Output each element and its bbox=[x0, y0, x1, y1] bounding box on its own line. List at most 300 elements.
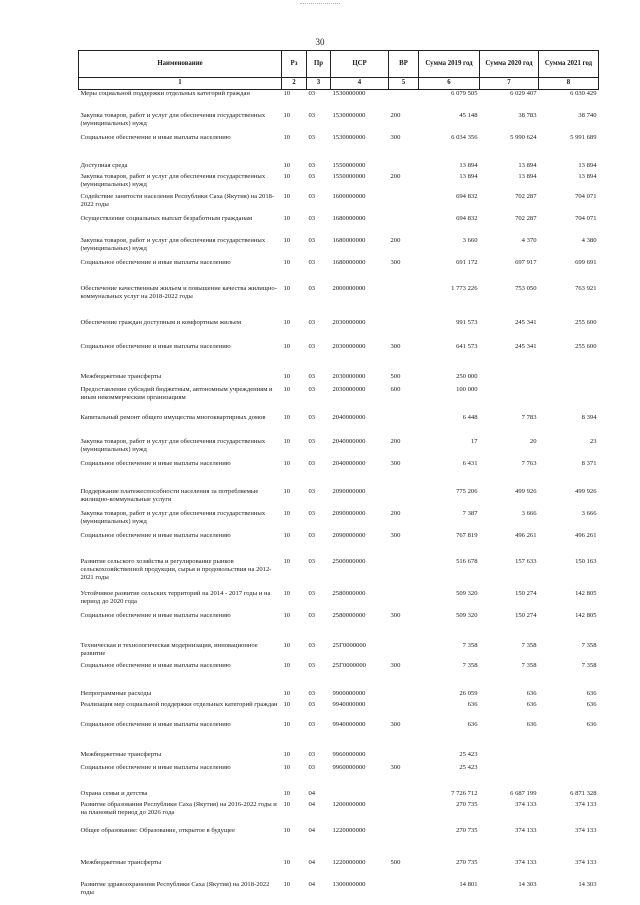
row-pr: 03 bbox=[308, 111, 316, 119]
row-pr: 03 bbox=[308, 413, 316, 421]
row-sum-2021: 4 380 bbox=[581, 236, 597, 244]
row-sum-2021: 14 303 bbox=[578, 880, 597, 888]
row-rz: 10 bbox=[283, 641, 291, 649]
row-name: Закупка товаров, работ и услуг для обеспечения государственных (муниципальных) нужд bbox=[80, 437, 266, 453]
row-rz: 10 bbox=[283, 437, 291, 445]
row-name: Обеспечение граждан доступным и комфортным жильем bbox=[80, 318, 242, 326]
row-sum-2019: 509 320 bbox=[456, 611, 478, 619]
row-sum-2021: 636 bbox=[586, 720, 597, 728]
row-rz: 10 bbox=[283, 750, 291, 758]
row-csr: 1680000000 bbox=[332, 258, 366, 266]
row-name: Реализация мер социальной поддержки отдельных категорий граждан bbox=[80, 700, 278, 708]
row-rz: 10 bbox=[283, 826, 291, 834]
row-csr: 2090000000 bbox=[332, 487, 366, 495]
row-name: Охрана семьи и детства bbox=[80, 789, 148, 797]
row-name: Обеспечение качественным жильем и повышение качества жилищно-коммунальных услуг на 2018-2022 годы bbox=[80, 284, 277, 300]
row-sum-2019: 775 206 bbox=[456, 487, 478, 495]
row-csr: 1680000000 bbox=[332, 236, 366, 244]
row-pr: 03 bbox=[308, 192, 316, 200]
row-vr: 200 bbox=[390, 172, 401, 180]
row-name: Осуществление социальных выплат безработным гражданам bbox=[80, 214, 253, 222]
row-sum-2021: 636 bbox=[586, 689, 597, 697]
row-vr: 300 bbox=[390, 763, 401, 771]
row-rz: 10 bbox=[283, 161, 291, 169]
row-csr: 9960000000 bbox=[332, 763, 366, 771]
row-sum-2019: 270 735 bbox=[456, 826, 478, 834]
row-rz: 10 bbox=[283, 372, 291, 380]
row-sum-2019: 14 801 bbox=[459, 880, 478, 888]
table-row bbox=[79, 414, 599, 438]
row-pr: 03 bbox=[308, 641, 316, 649]
row-sum-2020: 7 783 bbox=[521, 413, 537, 421]
row-sum-2021: 150 163 bbox=[575, 557, 597, 565]
row-pr: 03 bbox=[308, 763, 316, 771]
row-vr bbox=[389, 590, 419, 612]
row-sum-2020: 245 341 bbox=[515, 342, 537, 350]
row-pr: 03 bbox=[308, 172, 316, 180]
row-sum-2020: 38 783 bbox=[518, 111, 537, 119]
row-vr bbox=[389, 701, 419, 721]
row-pr: 03 bbox=[308, 342, 316, 350]
row-sum-2021: 7 358 bbox=[581, 641, 597, 649]
row-sum-2019: 767 819 bbox=[456, 531, 478, 539]
row-sum-2021: 7 358 bbox=[581, 661, 597, 669]
row-sum-2020: 5 990 624 bbox=[510, 133, 537, 141]
row-csr: 1530000000 bbox=[332, 133, 366, 141]
row-sum-2021: 13 894 bbox=[578, 161, 597, 169]
row-sum-2020: 157 633 bbox=[515, 557, 537, 565]
row-sum-2021: 142 805 bbox=[575, 611, 597, 619]
row-vr: 300 bbox=[390, 459, 401, 467]
row-vr bbox=[389, 215, 419, 237]
row-name: Социальное обеспечение и иные выплаты населению bbox=[80, 258, 231, 266]
row-sum-2019: 694 832 bbox=[456, 214, 478, 222]
row-sum-2019: 6 431 bbox=[462, 459, 478, 467]
row-sum-2019: 250 000 bbox=[456, 372, 478, 380]
col-header-2020: Сумма 2020 год bbox=[480, 51, 539, 78]
row-csr: 9900000000 bbox=[332, 689, 366, 697]
table-row bbox=[79, 662, 599, 690]
row-sum-2021: 699 691 bbox=[575, 258, 597, 266]
row-name: Устойчивое развитие сельских территорий на 2014 - 2017 годы и на период до 2020 года bbox=[80, 589, 271, 605]
row-rz: 10 bbox=[283, 589, 291, 597]
row-csr: 2580000000 bbox=[332, 611, 366, 619]
table-row bbox=[79, 215, 599, 237]
col-header-2021: Сумма 2021 год bbox=[539, 51, 599, 78]
row-rz: 10 bbox=[283, 258, 291, 266]
row-csr: 1550000000 bbox=[332, 172, 366, 180]
row-pr: 03 bbox=[308, 318, 316, 326]
row-pr: 03 bbox=[308, 258, 316, 266]
row-sum-2020: 697 917 bbox=[515, 258, 537, 266]
row-pr: 03 bbox=[308, 214, 316, 222]
row-sum-2020: 636 bbox=[526, 720, 537, 728]
row-vr: 200 bbox=[390, 509, 401, 517]
row-name: Социальное обеспечение и иные выплаты населению bbox=[80, 763, 231, 771]
row-name: Капитальный ремонт общего имущества многоквартирных домов bbox=[80, 413, 266, 421]
row-csr: 2040000000 bbox=[332, 413, 366, 421]
row-name: Социальное обеспечение и иные выплаты населению bbox=[80, 661, 231, 669]
row-rz: 10 bbox=[283, 111, 291, 119]
row-csr: 1530000000 bbox=[332, 90, 366, 97]
col-number: 5 bbox=[389, 78, 419, 90]
row-vr bbox=[389, 801, 419, 827]
col-number: 8 bbox=[539, 78, 599, 90]
row-vr: 300 bbox=[390, 258, 401, 266]
table-row bbox=[79, 343, 599, 373]
row-sum-2021: 374 133 bbox=[575, 800, 597, 808]
row-sum-2020: 7 358 bbox=[521, 641, 537, 649]
row-vr bbox=[389, 558, 419, 590]
table-row bbox=[79, 751, 599, 764]
row-rz: 10 bbox=[283, 689, 291, 697]
row-sum-2020: 245 341 bbox=[515, 318, 537, 326]
row-sum-2019: 991 573 bbox=[456, 318, 478, 326]
table-row bbox=[79, 319, 599, 343]
col-header-rz: Рз bbox=[282, 51, 307, 78]
row-rz: 10 bbox=[283, 133, 291, 141]
row-sum-2019: 13 894 bbox=[459, 172, 478, 180]
row-sum-2021: 374 133 bbox=[575, 826, 597, 834]
row-sum-2020: 150 274 bbox=[515, 611, 537, 619]
row-sum-2019: 100 000 bbox=[456, 385, 478, 393]
table-row bbox=[79, 701, 599, 721]
row-vr bbox=[389, 690, 419, 701]
row-sum-2020: 7 358 bbox=[521, 661, 537, 669]
row-pr: 03 bbox=[308, 611, 316, 619]
row-sum-2020: 14 303 bbox=[518, 880, 537, 888]
row-csr: 2000000000 bbox=[332, 284, 366, 292]
row-sum-2021: 6 030 429 bbox=[570, 90, 597, 97]
table-row bbox=[79, 690, 599, 701]
row-name: Социальное обеспечение и иные выплаты населению bbox=[80, 133, 231, 141]
row-csr: 1550000000 bbox=[332, 161, 366, 169]
row-vr bbox=[389, 790, 419, 801]
row-sum-2020: 702 287 bbox=[515, 192, 537, 200]
row-sum-2020: 499 926 bbox=[515, 487, 537, 495]
row-sum-2019: 6 079 505 bbox=[451, 90, 478, 97]
row-sum-2019: 516 678 bbox=[456, 557, 478, 565]
row-sum-2019: 641 573 bbox=[456, 342, 478, 350]
row-vr bbox=[389, 827, 419, 859]
row-vr: 300 bbox=[390, 133, 401, 141]
row-vr bbox=[389, 414, 419, 438]
row-rz: 10 bbox=[283, 557, 291, 565]
row-rz: 10 bbox=[283, 459, 291, 467]
row-sum-2020 bbox=[480, 764, 539, 790]
row-vr bbox=[389, 881, 419, 905]
row-pr: 03 bbox=[308, 589, 316, 597]
row-sum-2021: 704 071 bbox=[575, 192, 597, 200]
row-sum-2019: 1 773 226 bbox=[451, 284, 478, 292]
row-pr: 04 bbox=[308, 880, 316, 888]
row-sum-2019: 270 735 bbox=[456, 858, 478, 866]
row-csr: 2030000000 bbox=[332, 372, 366, 380]
row-sum-2019: 25 423 bbox=[459, 750, 478, 758]
col-header-pr: Пр bbox=[307, 51, 331, 78]
row-pr: 03 bbox=[308, 372, 316, 380]
row-name: Непрограммные расходы bbox=[80, 689, 152, 697]
table-row bbox=[79, 193, 599, 215]
table-row bbox=[79, 460, 599, 488]
row-pr: 03 bbox=[308, 661, 316, 669]
row-vr: 200 bbox=[390, 111, 401, 119]
table-row bbox=[79, 134, 599, 162]
row-sum-2019: 7 358 bbox=[462, 641, 478, 649]
row-sum-2021: 5 991 689 bbox=[570, 133, 597, 141]
row-sum-2019: 270 735 bbox=[456, 800, 478, 808]
row-sum-2021 bbox=[539, 764, 599, 790]
row-name: Социальное обеспечение и иные выплаты населению bbox=[80, 611, 231, 619]
row-sum-2021: 636 bbox=[586, 700, 597, 708]
row-vr bbox=[389, 285, 419, 319]
row-rz: 10 bbox=[283, 800, 291, 808]
table-row bbox=[79, 90, 599, 112]
row-csr: 1300000000 bbox=[332, 880, 366, 888]
row-sum-2020: 636 bbox=[526, 689, 537, 697]
row-vr bbox=[389, 162, 419, 173]
row-sum-2020 bbox=[480, 373, 539, 386]
row-pr: 03 bbox=[308, 133, 316, 141]
row-sum-2021: 499 926 bbox=[575, 487, 597, 495]
row-csr: 25Г0000000 bbox=[332, 641, 366, 649]
row-name: Доступная среда bbox=[80, 161, 128, 169]
col-number: 6 bbox=[419, 78, 480, 90]
col-header-vr: ВР bbox=[389, 51, 419, 78]
row-sum-2020: 6 029 407 bbox=[510, 90, 537, 97]
row-pr: 03 bbox=[308, 437, 316, 445]
row-vr: 300 bbox=[390, 661, 401, 669]
row-csr: 2500000000 bbox=[332, 557, 366, 565]
row-sum-2020: 753 050 bbox=[515, 284, 537, 292]
row-sum-2020: 7 763 bbox=[521, 459, 537, 467]
row-rz: 10 bbox=[283, 284, 291, 292]
row-rz: 10 bbox=[283, 611, 291, 619]
row-vr bbox=[389, 751, 419, 764]
table-row bbox=[79, 532, 599, 558]
row-pr: 03 bbox=[308, 700, 316, 708]
row-csr: 9940000000 bbox=[332, 700, 366, 708]
row-name: Социальное обеспечение и иные выплаты населению bbox=[80, 720, 231, 728]
row-sum-2021: 704 071 bbox=[575, 214, 597, 222]
row-name: Развитие образования Республики Саха (Якутия) на 2016-2022 годы и на плановый период до 2026 года bbox=[80, 800, 277, 816]
row-csr: 1220000000 bbox=[332, 826, 366, 834]
row-rz: 10 bbox=[283, 789, 291, 797]
row-csr: 2030000000 bbox=[332, 342, 366, 350]
row-name: Межбюджетные трансферты bbox=[80, 372, 162, 380]
row-csr: 2090000000 bbox=[332, 531, 366, 539]
row-sum-2020 bbox=[480, 386, 539, 414]
col-header-2019: Сумма 2019 год bbox=[419, 51, 480, 78]
row-vr bbox=[389, 488, 419, 510]
row-sum-2019: 636 bbox=[467, 720, 478, 728]
row-sum-2021: 6 871 328 bbox=[570, 789, 597, 797]
row-name: Развитие здравоохранения Республики Саха (Якутия) на 2018-2022 годы bbox=[80, 880, 270, 896]
row-vr bbox=[389, 193, 419, 215]
row-rz: 10 bbox=[283, 700, 291, 708]
table-row bbox=[79, 112, 599, 134]
row-name: Содействие занятости населения Республики Саха (Якутия) на 2018-2022 годы bbox=[80, 192, 275, 208]
row-vr: 200 bbox=[390, 236, 401, 244]
row-sum-2019: 13 894 bbox=[459, 161, 478, 169]
row-rz: 10 bbox=[283, 487, 291, 495]
row-vr: 200 bbox=[390, 437, 401, 445]
row-vr bbox=[389, 642, 419, 662]
table-row bbox=[79, 612, 599, 642]
row-name: Социальное обеспечение и иные выплаты населению bbox=[80, 531, 231, 539]
table-row bbox=[79, 558, 599, 590]
row-sum-2019: 3 660 bbox=[462, 236, 478, 244]
row-sum-2019: 17 bbox=[470, 437, 478, 445]
row-csr: 2090000000 bbox=[332, 509, 366, 517]
table-row bbox=[79, 510, 599, 532]
row-rz: 10 bbox=[283, 172, 291, 180]
row-vr bbox=[389, 90, 419, 112]
col-number: 1 bbox=[79, 78, 282, 90]
row-rz: 10 bbox=[283, 858, 291, 866]
row-pr: 03 bbox=[308, 459, 316, 467]
row-csr: 1220000000 bbox=[332, 858, 366, 866]
row-pr: 03 bbox=[308, 531, 316, 539]
header-number-row bbox=[79, 78, 599, 90]
row-csr: 1680000000 bbox=[332, 214, 366, 222]
row-vr: 500 bbox=[390, 372, 401, 380]
row-sum-2021: 8 394 bbox=[581, 413, 597, 421]
row-sum-2020: 4 370 bbox=[521, 236, 537, 244]
col-header-csr: ЦСР bbox=[331, 51, 389, 78]
row-sum-2019: 6 034 356 bbox=[451, 133, 478, 141]
col-number: 3 bbox=[307, 78, 331, 90]
row-pr: 03 bbox=[308, 487, 316, 495]
table-row bbox=[79, 237, 599, 259]
row-sum-2019: 636 bbox=[467, 700, 478, 708]
row-sum-2020: 13 894 bbox=[518, 172, 537, 180]
page-number: 30 bbox=[315, 37, 325, 47]
row-pr: 03 bbox=[308, 689, 316, 697]
row-pr: 04 bbox=[308, 789, 316, 797]
row-rz: 10 bbox=[283, 318, 291, 326]
row-sum-2021: 374 133 bbox=[575, 858, 597, 866]
table-row bbox=[79, 827, 599, 859]
row-sum-2020: 636 bbox=[526, 700, 537, 708]
scan-mark bbox=[300, 3, 340, 6]
col-number: 4 bbox=[331, 78, 389, 90]
row-sum-2021 bbox=[539, 751, 599, 764]
row-rz: 10 bbox=[283, 413, 291, 421]
row-sum-2020: 20 bbox=[529, 437, 537, 445]
row-name: Общее образование: Образование, открытое в будущее bbox=[80, 826, 235, 834]
row-name: Техническая и технологическая модернизация, инновационное развитие bbox=[80, 641, 258, 657]
row-csr: 2040000000 bbox=[332, 459, 366, 467]
table-row bbox=[79, 438, 599, 460]
row-name: Закупка товаров, работ и услуг для обеспечения государственных (муниципальных) нужд bbox=[80, 236, 266, 252]
row-vr: 300 bbox=[390, 342, 401, 350]
row-sum-2019: 25 423 bbox=[459, 763, 478, 771]
row-sum-2021 bbox=[539, 373, 599, 386]
row-pr: 04 bbox=[308, 826, 316, 834]
table-row bbox=[79, 386, 599, 414]
row-name: Закупка товаров, работ и услуг для обеспечения государственных (муниципальных) нужд bbox=[80, 111, 266, 127]
row-name: Меры социальной поддержки отдельных категорий граждан bbox=[80, 90, 250, 97]
table-row bbox=[79, 162, 599, 173]
row-name: Межбюджетные трансферты bbox=[80, 750, 162, 758]
row-vr: 300 bbox=[390, 720, 401, 728]
row-pr: 03 bbox=[308, 750, 316, 758]
row-sum-2020: 374 133 bbox=[515, 800, 537, 808]
table-row bbox=[79, 373, 599, 386]
row-sum-2021: 142 805 bbox=[575, 589, 597, 597]
budget-table bbox=[78, 50, 599, 905]
header-row bbox=[79, 51, 599, 78]
row-pr: 03 bbox=[308, 161, 316, 169]
row-sum-2021: 8 371 bbox=[581, 459, 597, 467]
row-sum-2021: 255 600 bbox=[575, 342, 597, 350]
row-pr: 04 bbox=[308, 800, 316, 808]
row-pr: 03 bbox=[308, 236, 316, 244]
table-row bbox=[79, 590, 599, 612]
table-body bbox=[79, 90, 599, 905]
row-rz: 10 bbox=[283, 509, 291, 517]
row-rz: 10 bbox=[283, 192, 291, 200]
row-sum-2019: 7 358 bbox=[462, 661, 478, 669]
row-csr: 25Г0000000 bbox=[332, 661, 366, 669]
row-sum-2021: 496 261 bbox=[575, 531, 597, 539]
row-rz: 10 bbox=[283, 236, 291, 244]
row-pr: 03 bbox=[308, 284, 316, 292]
table-row bbox=[79, 764, 599, 790]
table-row bbox=[79, 642, 599, 662]
row-sum-2021: 13 894 bbox=[578, 172, 597, 180]
row-sum-2021: 763 921 bbox=[575, 284, 597, 292]
row-sum-2021: 255 600 bbox=[575, 318, 597, 326]
row-vr: 600 bbox=[390, 385, 401, 393]
row-csr: 2040000000 bbox=[332, 437, 366, 445]
table-row bbox=[79, 259, 599, 285]
row-sum-2021: 3 666 bbox=[581, 509, 597, 517]
row-sum-2020: 374 133 bbox=[515, 826, 537, 834]
row-csr bbox=[331, 790, 389, 801]
table-row bbox=[79, 790, 599, 801]
row-sum-2021: 38 740 bbox=[578, 111, 597, 119]
row-sum-2019: 694 832 bbox=[456, 192, 478, 200]
row-csr: 1200000000 bbox=[332, 800, 366, 808]
table-row bbox=[79, 488, 599, 510]
row-rz: 10 bbox=[283, 661, 291, 669]
row-csr: 2030000000 bbox=[332, 318, 366, 326]
row-sum-2019: 509 320 bbox=[456, 589, 478, 597]
row-pr: 03 bbox=[308, 557, 316, 565]
row-sum-2020: 150 274 bbox=[515, 589, 537, 597]
row-csr: 9940000000 bbox=[332, 720, 366, 728]
row-sum-2019: 45 148 bbox=[459, 111, 478, 119]
row-sum-2020: 13 894 bbox=[518, 161, 537, 169]
row-sum-2019: 26 059 bbox=[459, 689, 478, 697]
row-pr: 03 bbox=[308, 720, 316, 728]
row-pr: 03 bbox=[308, 385, 316, 393]
row-rz: 10 bbox=[283, 880, 291, 888]
row-sum-2020: 6 687 199 bbox=[510, 789, 537, 797]
row-csr: 2030000000 bbox=[332, 385, 366, 393]
row-rz: 10 bbox=[283, 531, 291, 539]
table-row bbox=[79, 859, 599, 881]
row-sum-2021: 23 bbox=[589, 437, 597, 445]
row-name: Закупка товаров, работ и услуг для обеспечения государственных (муниципальных) нужд bbox=[80, 172, 266, 188]
row-name: Предоставление субсидий бюджетным, автономным учреждениям и иным некоммерческим организациям bbox=[80, 385, 273, 401]
row-sum-2020: 702 287 bbox=[515, 214, 537, 222]
row-name: Межбюджетные трансферты bbox=[80, 858, 162, 866]
table-row bbox=[79, 881, 599, 905]
row-rz: 10 bbox=[283, 342, 291, 350]
